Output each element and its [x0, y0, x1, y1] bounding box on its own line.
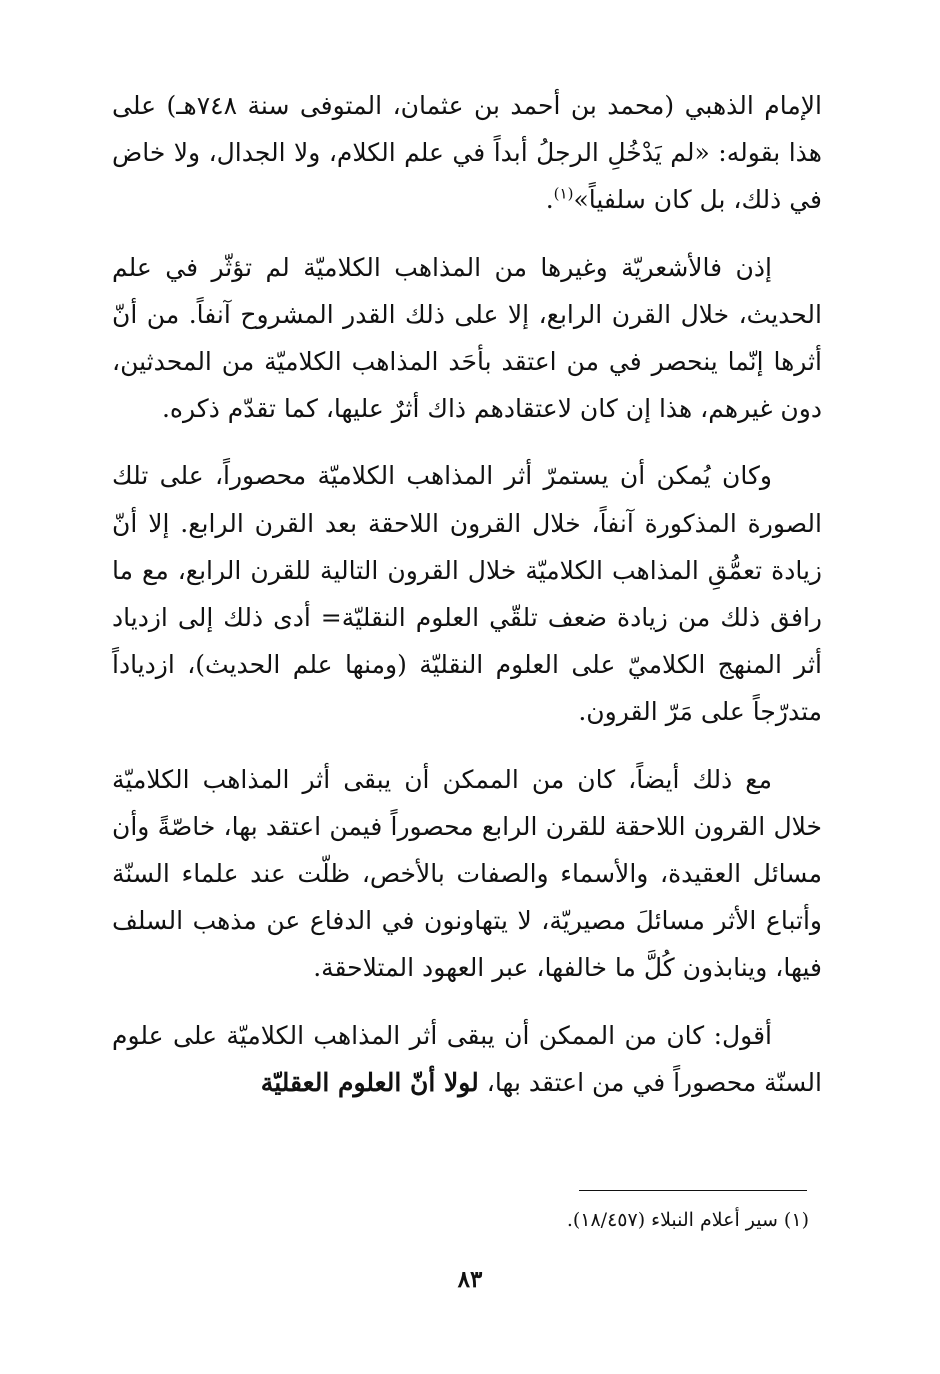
paragraph: وكان يُمكن أن يستمرّ أثر المذاهب الكلاميّة محصوراً، على تلك الصورة المذكورة آنفاً، خلال القرون اللاحقة بعد القرن الرابع. إلا أنّ زيادة تعمُّقِ المذاهب الكلاميّة خلال القرون التالية للقرن الرابع، مع ما رافق ذلك من زيادة ضعف تلقّي العلوم النقليّة= أدى ذلك إلى ازدياد أثر المنهج الكلاميّ على العلوم النقليّة (ومنها علم الحديث)، ازدياداً متدرّجاً على مَرّ القرون.: [112, 461, 822, 727]
bold-phrase: لولا أنّ العلوم العقليّة: [260, 1067, 479, 1097]
paragraph-text: أقول: كان من الممكن أن يبقى أثر المذاهب الكلاميّة على علوم السنّة محصوراً في من اعتقد بها،: [112, 1020, 822, 1097]
footnote: (١) سير أعلام النبلاء (١٨/٤٥٧).: [566, 1209, 809, 1231]
footnote-separator: [579, 1190, 807, 1191]
paragraph: مع ذلك أيضاً، كان من الممكن أن يبقى أثر المذاهب الكلاميّة خلال القرون اللاحقة للقرن الرابع محصوراً فيمن اعتقد بها، خاصّةً وأن مسائل العقيدة، والأسماء والصفات بالأخص، ظلّت عند علماء السنّة وأتباع الأثر مسائلَ مصيريّة، لا يتهاونون في الدفاع عن مذهب السلف فيها، وينابذون كُلَّ ما خالفها، عبر العهود المتلاحقة.: [112, 764, 822, 983]
paragraph-text: الإمام الذهبي (محمد بن أحمد بن عثمان، المتوفى سنة ٧٤٨هـ) على هذا بقوله: «لم يَدْخُلِ الرجلُ أبداً في علم الكلام، ولا الجدال، ولا خاض في ذلك، بل كان سلفياً»: [112, 91, 822, 215]
paragraph-end-mark: .: [545, 185, 554, 215]
paragraph-last: [112, 1012, 822, 1106]
paragraph-continuation: [112, 82, 822, 224]
paragraph: إذن فالأشعريّة وغيرها من المذاهب الكلاميّة لم تؤثّر في علم الحديث، خلال القرن الرابع، إلا على ذلك القدر المشروح آنفاً. من أنّ أثرها إنّما ينحصر في من اعتقد بأحَد المذاهب الكلاميّة من المحدثين، دون غيرهم، هذا إن كان لاعتقادهم ذاك أثرٌ عليها، كما تقدّم ذكره.: [112, 252, 822, 424]
page-number: ٨٣: [457, 1266, 483, 1293]
body-text: [112, 82, 822, 1106]
footnote-reference: (١): [553, 185, 574, 204]
